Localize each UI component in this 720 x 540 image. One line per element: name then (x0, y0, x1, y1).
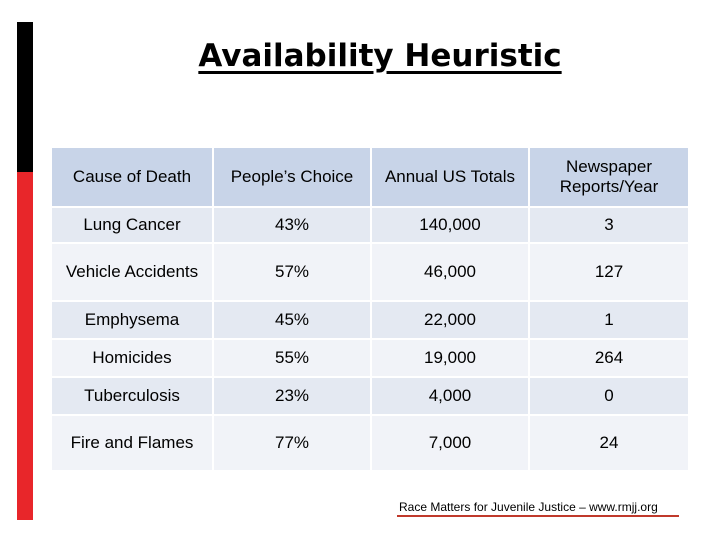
cell-choice: 57% (213, 243, 371, 301)
cell-cause: Fire and Flames (51, 415, 213, 471)
header-totals: Annual US Totals (371, 147, 529, 207)
cell-reports: 3 (529, 207, 689, 243)
cell-cause: Tuberculosis (51, 377, 213, 415)
cell-cause: Homicides (51, 339, 213, 377)
cell-totals: 140,000 (371, 207, 529, 243)
cell-totals: 22,000 (371, 301, 529, 339)
cell-reports: 127 (529, 243, 689, 301)
cell-cause: Emphysema (51, 301, 213, 339)
cell-totals: 46,000 (371, 243, 529, 301)
cell-totals: 7,000 (371, 415, 529, 471)
cell-reports: 264 (529, 339, 689, 377)
cell-cause: Vehicle Accidents (51, 243, 213, 301)
cell-choice: 55% (213, 339, 371, 377)
accent-bar-red (17, 172, 33, 520)
cell-reports: 0 (529, 377, 689, 415)
table-row (51, 243, 689, 301)
header-cause: Cause of Death (51, 147, 213, 207)
cell-choice: 77% (213, 415, 371, 471)
cell-choice: 23% (213, 377, 371, 415)
header-choice: People’s Choice (213, 147, 371, 207)
credit-underline (397, 515, 679, 517)
cell-cause: Lung Cancer (51, 207, 213, 243)
cell-reports: 24 (529, 415, 689, 471)
table-row (51, 415, 689, 471)
source-credit: Race Matters for Juvenile Justice – www.rmjj.org (399, 500, 658, 514)
slide-title: Availability Heuristic (198, 38, 562, 74)
table-header-row (51, 147, 689, 207)
header-reports: Newspaper Reports/Year (529, 147, 689, 207)
table-row (51, 377, 689, 415)
cell-totals: 19,000 (371, 339, 529, 377)
cell-choice: 45% (213, 301, 371, 339)
table-row (51, 207, 689, 243)
table-row (51, 301, 689, 339)
cell-reports: 1 (529, 301, 689, 339)
cell-choice: 43% (213, 207, 371, 243)
cell-totals: 4,000 (371, 377, 529, 415)
death-causes-table (50, 146, 690, 472)
table-row (51, 339, 689, 377)
